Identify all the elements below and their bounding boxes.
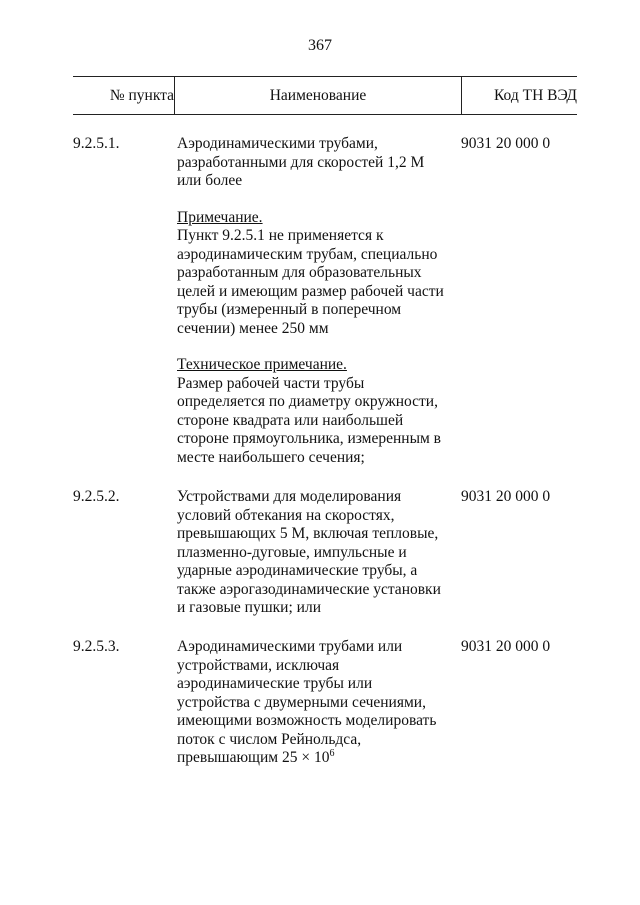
technical-note-text: Размер рабочей части трубы определяется по диаметру окружности, стороне квадрата или наибольшей стороне прямоугольника, измеренным в месте наибольшего сечения; bbox=[177, 374, 441, 466]
item-text: Аэродинамическими трубами, разработанными для скоростей 1,2 М или более bbox=[177, 135, 425, 189]
item-code: 9031 20 000 0 bbox=[461, 488, 551, 505]
header-code: Код ТН ВЭД bbox=[493, 87, 577, 104]
note-heading: Примечание. bbox=[177, 208, 263, 226]
item-description bbox=[177, 488, 457, 618]
header-number: № пункта bbox=[109, 87, 174, 104]
item-code: 9031 20 000 0 bbox=[461, 135, 551, 152]
table-header bbox=[73, 76, 577, 115]
item-description bbox=[177, 135, 457, 467]
technical-note-heading: Техническое примечание. bbox=[177, 356, 347, 373]
item-description bbox=[177, 638, 457, 768]
item-number: 9.2.5.2. bbox=[73, 488, 120, 505]
header-name: Наименование bbox=[174, 77, 462, 114]
page-number: 367 bbox=[308, 37, 332, 54]
item-number: 9.2.5.1. bbox=[73, 135, 120, 152]
item-text bbox=[177, 638, 457, 768]
item-text: Устройствами для моделирования условий обтекания на скоростях, превышающих 5 М, включая тепловые, плазменно-дуговые, импульсные и ударные аэродинамические трубы, а также аэрогазодинамические установки и газовые пушки; или bbox=[177, 488, 441, 616]
item-text-body: Аэродинамическими трубами или устройствами, исключая аэродинамические трубы или устройства с двумерными сечениями, имеющими возможность моделировать поток с числом Рейнольдса, превышающим 25 × 10 bbox=[177, 638, 437, 766]
exponent: 6 bbox=[329, 747, 335, 759]
item-number: 9.2.5.3. bbox=[73, 638, 120, 655]
item-code: 9031 20 000 0 bbox=[461, 638, 551, 655]
note-text: Пункт 9.2.5.1 не применяется к аэродинамическим трубам, специально разработанным для образовательных целей и имеющим размер рабочей части трубы (измеренный в поперечном сечении) менее 250 мм bbox=[177, 227, 444, 337]
